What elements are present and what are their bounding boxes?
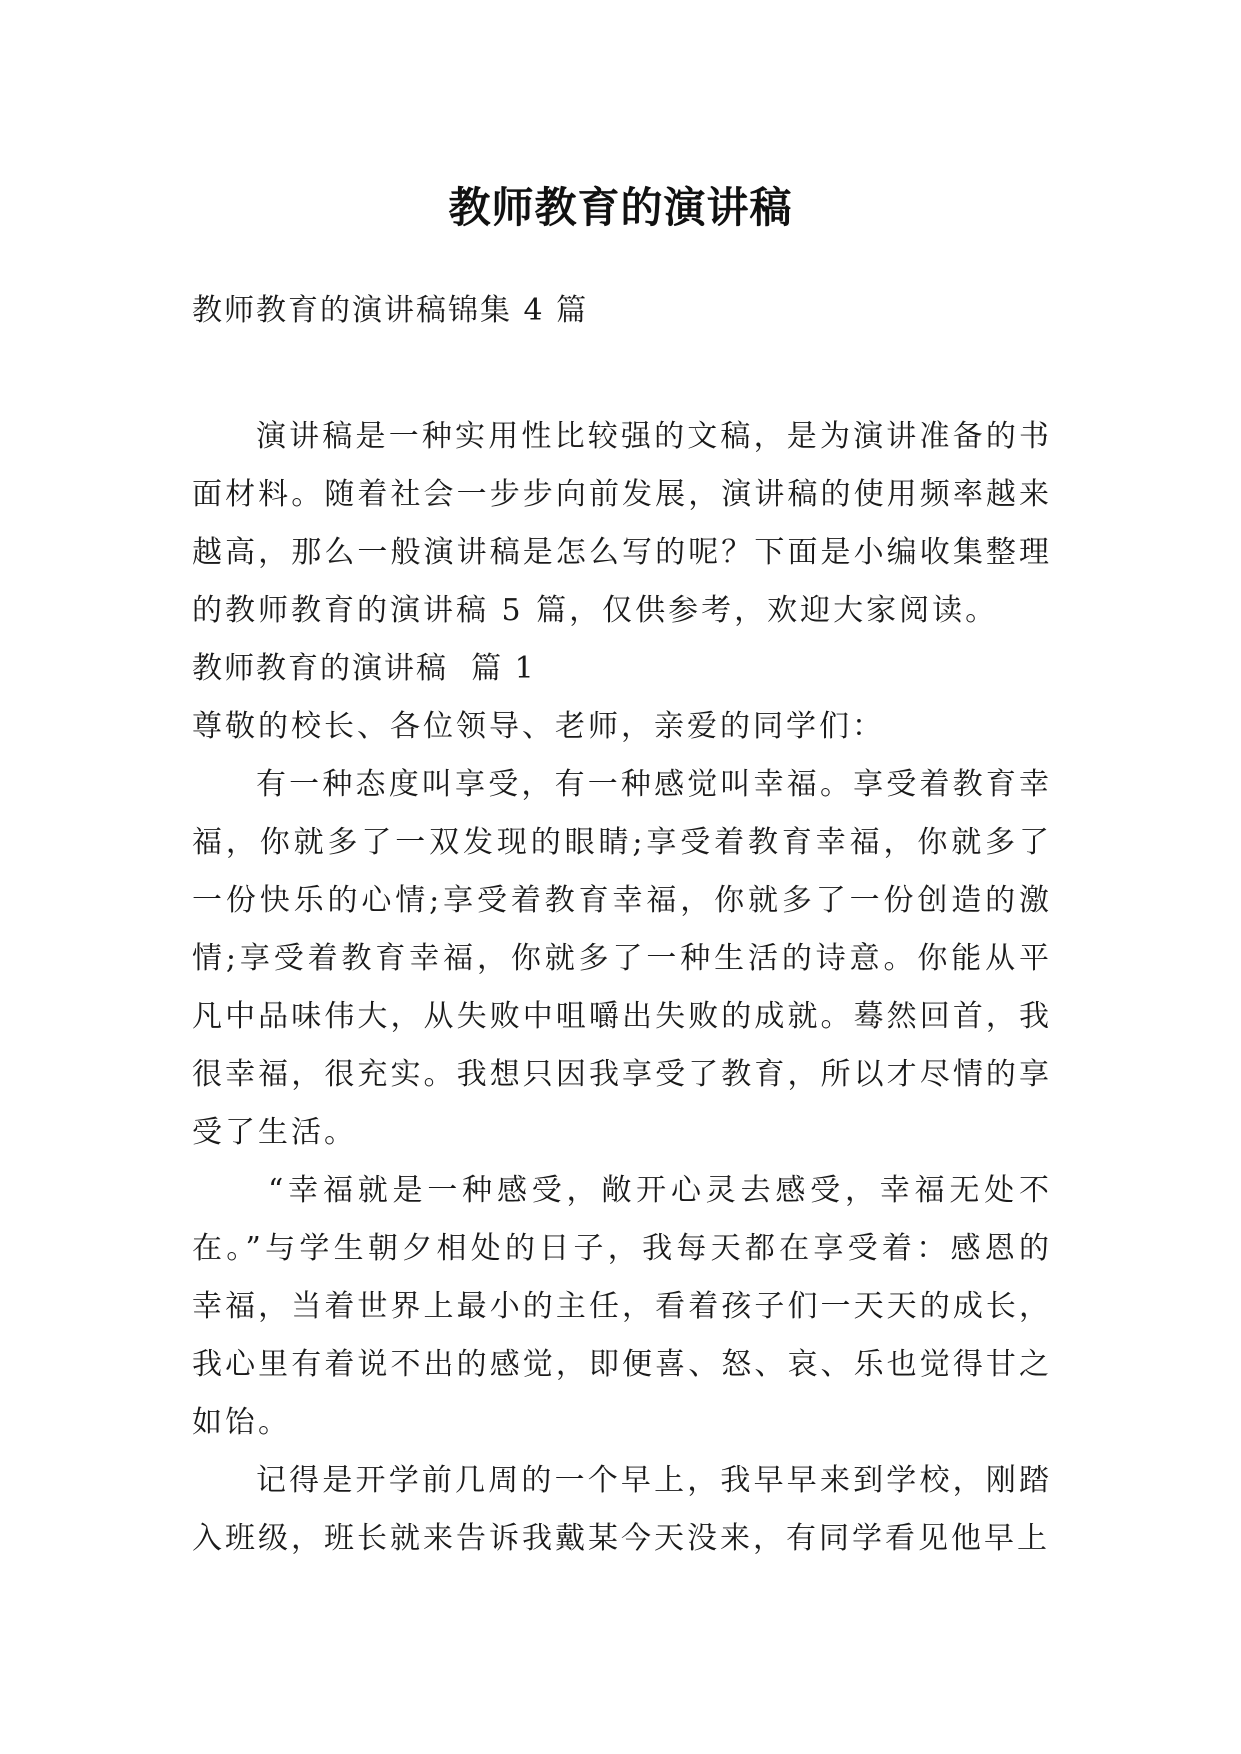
intro-paragraph: 演讲稿是一种实用性比较强的文稿，是为演讲准备的书面材料。随着社会一步步向前发展，演讲稿的使用频率越来越高，那么一般演讲稿是怎么写的呢？下面是小编收集整理的教师教育的演讲稿 5 篇，仅供参考，欢迎大家阅读。: [192, 419, 1052, 628]
body-paragraph: “幸福就是一种感受，敞开心灵去感受，幸福无处不在。”与学生朝夕相处的日子，我每天都在享受着：感恩的幸福，当着世界上最小的主任，看着孩子们一天天的成长，我心里有着说不出的感觉，即便喜、怒、哀、乐也觉得甘之如饴。: [192, 1173, 1052, 1440]
body-paragraph: 记得是开学前几周的一个早上，我早早来到学校，刚踏入班级，班长就来告诉我戴某今天没来，有同学看见他早上: [192, 1463, 1052, 1556]
salutation: 尊敬的校长、各位领导、老师，亲爱的同学们：: [192, 709, 885, 744]
document-subtitle: 教师教育的演讲稿锦集 4 篇: [192, 293, 589, 328]
document-body: [192, 408, 1052, 1568]
body-paragraph: 有一种态度叫享受，有一种感觉叫幸福。享受着教育幸福，你就多了一双发现的眼睛;享受着教育幸福，你就多了一份快乐的心情;享受着教育幸福，你就多了一份创造的激情;享受着教育幸福，你就多了一种生活的诗意。你能从平凡中品味伟大，从失败中咀嚼出失败的成就。蓦然回首，我很幸福，很充实。我想只因我享受了教育，所以才尽情的享受了生活。: [192, 767, 1052, 1150]
section-heading: 教师教育的演讲稿 篇 1: [192, 651, 536, 686]
document-title: 教师教育的演讲稿: [448, 183, 793, 233]
